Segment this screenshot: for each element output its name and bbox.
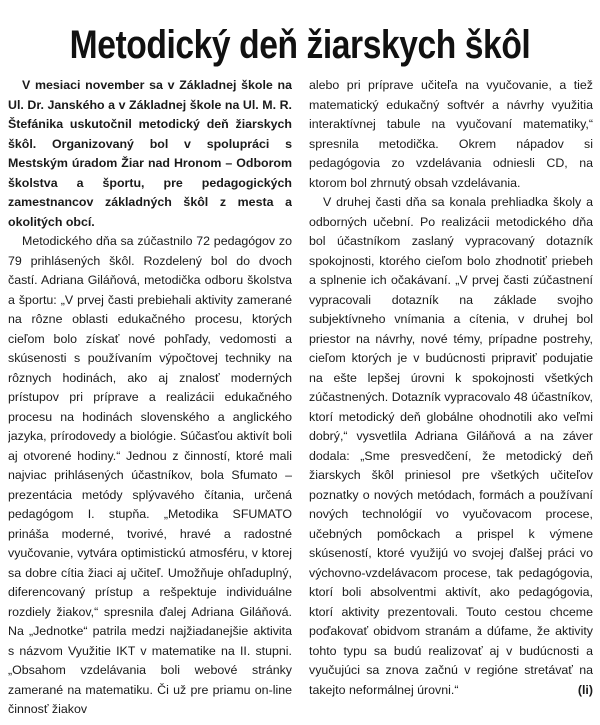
author-signoff: (li) — [577, 682, 593, 697]
article-continuation-paragraph: alebo pri príprave učiteľa na vyučovanie, a tiež matematický edukačný softvér a návrhy využitia interaktívnej tabule na vyučovaní matematiky,“ spresnila metodička. Okrem nápadov si pedagógovia zo vzdelávania odniesli CD, na ktorom bol zhrnutý obsah vzdelávania. — [309, 78, 593, 190]
article-body-paragraph: Metodického dňa sa zúčastnilo 72 pedagógov zo 79 prihlásených škôl. Rozdelený bol do dvoch častí. Adriana Giláňová, metodička odboru školstva a športu: „V prvej časti prebiehali aktivity zamerané na rôzne oblasti edukačného procesu, ktorých cieľom bolo získať nové pohľady, vedomosti a skúsenosti s používaním výpočtovej techniky na rôznych hodinách, ako aj znalosť moderných prístupov pri príprave a realizácii edukačného procesu na hodinách slovenského a anglického jazyka, prírodovedy a biológie. Súčasťou aktivít boli aj otvorené hodiny.“ Jednou z činností, ktoré mali najviac prihlásených účastníkov, bola Sfumato – prezentácia metódy splývavého čítania, určená pedagógom I. stupňa. „Metodika SFUMATO prináša moderné, tvorivé, hravé a radostné vyučovanie, vytvára optimistickú atmosféru, v ktorej sa dobre cítia žiaci aj učiteľ. Umožňuje ohľaduplný, diferencovaný prístup a rešpektuje individuálne rozdiely žiakov,“ spresnila ďalej Adriana Giláňová. Na „Jednotke“ patrila medzi najžiadanejšie aktivita s názvom Využitie IKT v matematike na II. stupni. „Obsahom vzdelávania boli webové stránky zamerané na matematiku. Či už pre priamu on-line činnosť žiakov — [8, 234, 292, 716]
article-closing-paragraph — [309, 193, 593, 700]
article-lead-paragraph: V mesiaci november sa v Základnej škole na Ul. Dr. Janského a v Základnej škole na Ul. M. R. Štefánika uskutočnil metodický deň žiarskych škôl. Organizovaný bol v spolupráci s Mestským úradom Žiar nad Hronom – Odborom školstva a športu, pre pedagogických zamestnancov základných škôl z mesta a okolitých obcí. — [8, 78, 292, 229]
article-column-right — [309, 76, 593, 721]
article-closing-text: V druhej časti dňa sa konala prehliadka školy a odborných učební. Po realizácii metodického dňa bol účastníkom zaslaný vypracovaný dotazník spokojnosti, ktorého cieľom bolo zhodnotiť priebeh a splnenie ich očakávaní. „V prvej časti zúčastnení vypracovali dotazník na základe svojho subjektívneho vnímania a cítenia, v druhej bol priestor na návrhy, nové témy, prípadne postrehy, cieľom ktorých je v budúcnosti pripraviť podujatie na ešte lepšej úrovni k spokojnosti všetkých zúčastnených. Dotazník vypracovalo 48 účastníkov, ktorí metodický deň globálne ohodnotili ako veľmi dobrý,“ vysvetlila Adriana Giláňová a na záver dodala: „Sme presvedčení, že metodický deň žiarskych škôl priniesol pre všetkých učiteľov poznatky o nových metódach, formách a používaní nových technológií vo vyučovacom procese, učebných pomôckach a prispel k výmene skúseností, ktoré využijú vo svojej ďalšej práci vo výchovno-vzdelávacom procese, tak pedagógovia, ktorí boli absolventmi aktivít, ako pedagógovia, ktorí aktivity prezentovali. Touto cestou chceme poďakovať obidvom stranám a dúfame, že aktivity tohto typu sa budú realizovať aj v budúcnosti a vyučujúci sa znova začnú v regióne stretávať na takejto neformálnej úrovni.“ — [309, 195, 593, 697]
article-column-left — [8, 76, 292, 721]
article-headline: Metodický deň žiarskych škôl — [69, 23, 531, 67]
